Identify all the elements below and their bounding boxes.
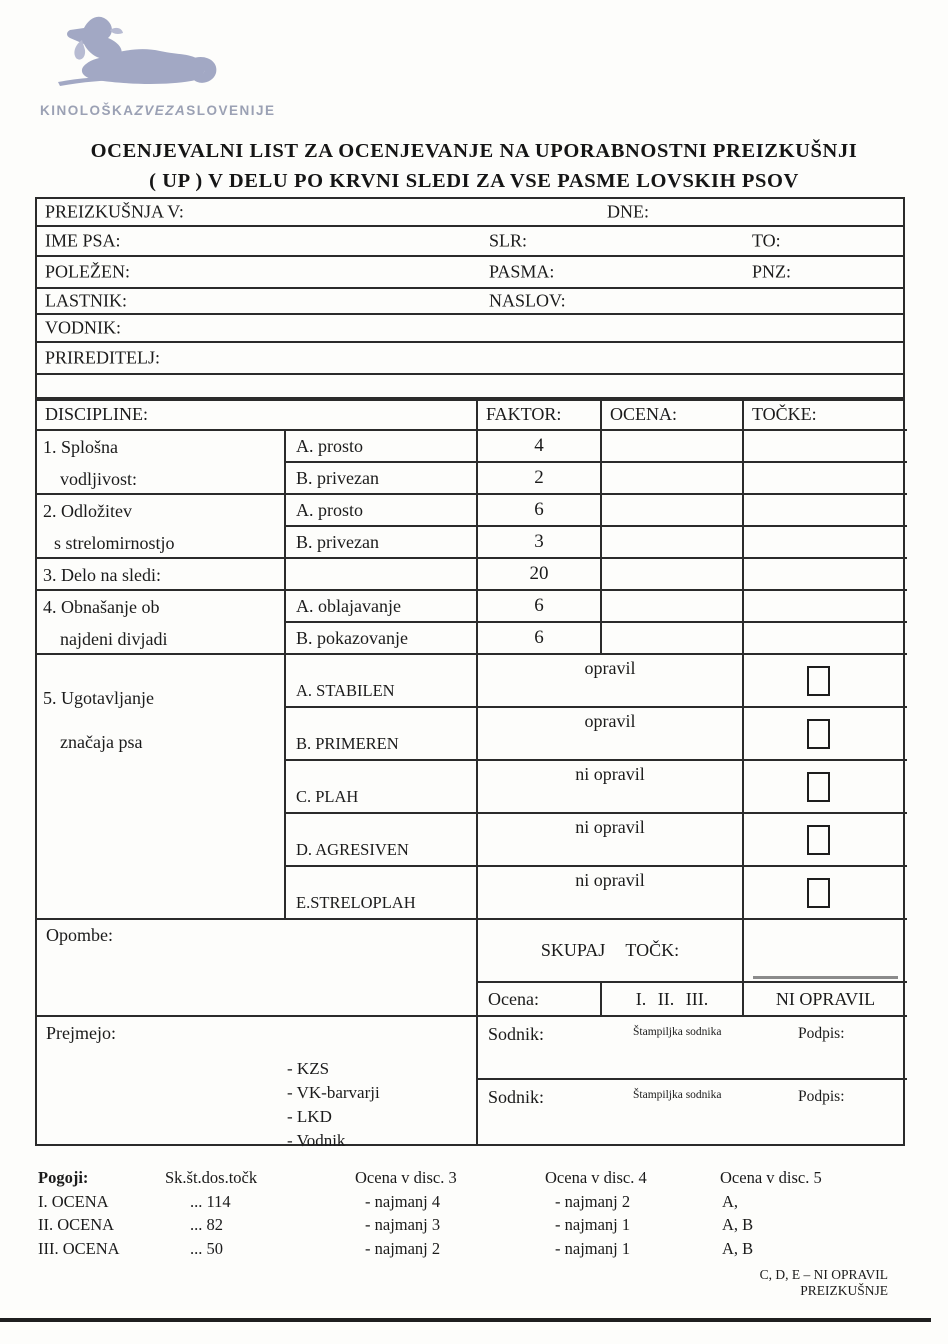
label-vodnik: VODNIK: xyxy=(45,317,121,338)
label-ime-psa: IME PSA: xyxy=(45,230,121,251)
discipline-1b-label: B. privezan xyxy=(284,461,476,493)
header-tocke: TOČKE: xyxy=(742,399,907,429)
tocke-cell[interactable] xyxy=(742,525,907,557)
discipline-1a-faktor: 4 xyxy=(476,429,600,461)
label-preizkusnja-v: PREIZKUŠNJA V: xyxy=(45,201,184,222)
conditions-cell: - najmanj 3 xyxy=(365,1215,441,1234)
conditions-note xyxy=(545,1267,908,1299)
character-b-checkbox-cell xyxy=(742,706,907,759)
conditions-cell: II. OCENA xyxy=(38,1215,115,1234)
character-c-label: C. PLAH xyxy=(284,759,476,812)
conditions-header-disc3: Ocena v disc. 3 xyxy=(355,1168,457,1187)
discipline-4a-faktor: 6 xyxy=(476,589,600,621)
page-bottom-divider xyxy=(0,1318,931,1322)
ocena-cell[interactable] xyxy=(600,525,742,557)
discipline-4-name: 4. Obnašanje ob najdeni divjadi xyxy=(37,589,284,653)
discipline-1-name: 1. Splošna vodljivost: xyxy=(37,429,284,493)
ocena-cell[interactable] xyxy=(600,493,742,525)
character-d-label: D. AGRESIVEN xyxy=(284,812,476,865)
tocke-cell[interactable] xyxy=(742,589,907,621)
ocena-cell[interactable] xyxy=(600,429,742,461)
grades-options: I. II. III. xyxy=(600,981,742,1015)
disciplines-table xyxy=(35,397,905,1150)
character-e-checkbox-cell xyxy=(742,865,907,918)
recipient-list xyxy=(287,1057,380,1153)
row-prireditelj xyxy=(37,341,903,373)
tocke-cell[interactable] xyxy=(742,557,907,589)
conditions-cell: ... 50 xyxy=(190,1238,223,1258)
row-empty-spacer xyxy=(37,373,903,399)
recipient-item: - Vodnik xyxy=(287,1131,346,1150)
label-ocena: Ocena: xyxy=(476,981,600,1015)
opombe-cell xyxy=(37,918,476,1015)
label-naslov: NASLOV: xyxy=(489,290,566,311)
conditions-cell: I. OCENA xyxy=(38,1191,109,1211)
ocena-cell[interactable] xyxy=(600,621,742,653)
row-lastnik xyxy=(37,287,903,313)
checkbox[interactable] xyxy=(807,825,830,855)
character-b-result: opravil xyxy=(476,706,742,759)
dog-silhouette-icon xyxy=(52,12,230,102)
label-slr: SLR: xyxy=(489,230,528,251)
checkbox[interactable] xyxy=(807,772,830,802)
conditions-table xyxy=(38,1166,908,1299)
form-title-line1: OCENJEVALNI LIST ZA OCENJEVANJE NA UPORABNOSTNI PREIZKUŠNJI xyxy=(90,140,858,162)
org-part-3: SLOVENIJE xyxy=(186,103,276,118)
row-vodnik xyxy=(37,313,903,341)
recipient-item: - KZS xyxy=(287,1059,330,1078)
org-part-2: ZVEZA xyxy=(134,103,187,118)
character-a-result: opravil xyxy=(476,653,742,706)
tocke-cell[interactable] xyxy=(742,621,907,653)
conditions-cell: A, B xyxy=(722,1238,754,1258)
character-c-checkbox-cell xyxy=(742,759,907,812)
character-a-label: A. STABILEN xyxy=(284,653,476,706)
recipient-item: - VK-barvarji xyxy=(287,1083,380,1102)
ocena-cell[interactable] xyxy=(600,557,742,589)
discipline-4b-label: B. pokazovanje xyxy=(284,621,476,653)
checkbox[interactable] xyxy=(807,719,830,749)
row-preizkusnja xyxy=(37,199,903,225)
conditions-cell: A, xyxy=(722,1191,739,1211)
label-polezen: POLEŽEN: xyxy=(45,261,130,282)
conditions-cell: - najmanj 1 xyxy=(555,1238,631,1258)
discipline-3-faktor: 20 xyxy=(476,557,600,589)
label-stamp: Štampiljka sodnika xyxy=(633,1026,722,1038)
label-skupaj-tock: SKUPAJ TOČK: xyxy=(476,918,742,981)
label-pasma: PASMA: xyxy=(489,261,555,282)
label-sodnik: Sodnik: xyxy=(488,1087,545,1107)
form-title xyxy=(0,136,948,196)
conditions-cell: - najmanj 2 xyxy=(555,1191,631,1211)
ni-opravil-option: NI OPRAVIL xyxy=(742,981,907,1015)
discipline-5-name: 5. Ugotavljanje značaja psa xyxy=(37,653,284,918)
form-title-line2: ( UP ) V DELU PO KRVNI SLEDI ZA VSE PASME LOVSKIH PSOV xyxy=(149,170,799,192)
conditions-cell: III. OCENA xyxy=(38,1238,120,1258)
ocena-cell[interactable] xyxy=(600,589,742,621)
conditions-header-points: Sk.št.dos.točk xyxy=(165,1168,258,1187)
recipient-item: - LKD xyxy=(287,1107,332,1126)
checkbox[interactable] xyxy=(807,878,830,908)
conditions-cell: ... 82 xyxy=(190,1215,223,1234)
prejmejo-cell xyxy=(37,1015,476,1150)
discipline-2b-faktor: 3 xyxy=(476,525,600,557)
character-e-label: E.STRELOPLAH xyxy=(284,865,476,918)
label-podpis: Podpis: xyxy=(798,1088,845,1105)
discipline-4b-faktor: 6 xyxy=(476,621,600,653)
header-faktor: FAKTOR: xyxy=(476,399,600,429)
tocke-cell[interactable] xyxy=(742,429,907,461)
label-prireditelj: PRIREDITELJ: xyxy=(45,347,160,368)
character-a-checkbox-cell xyxy=(742,653,907,706)
label-stamp: Štampiljka sodnika xyxy=(633,1089,722,1101)
label-dne: DNE: xyxy=(607,201,649,222)
character-d-checkbox-cell xyxy=(742,812,907,865)
row-polezen xyxy=(37,255,903,287)
label-lastnik: LASTNIK: xyxy=(45,290,127,311)
conditions-cell: - najmanj 1 xyxy=(555,1215,631,1234)
org-part-1: KINOLOŠKA xyxy=(40,103,135,118)
conditions-note-line1: C, D, E – NI OPRAVIL xyxy=(759,1267,888,1282)
label-prejmejo: Prejmejo: xyxy=(46,1023,116,1043)
conditions-note-line2: PREIZKUŠNJE xyxy=(800,1283,888,1298)
conditions-header-disc4: Ocena v disc. 4 xyxy=(545,1168,647,1187)
discipline-2-name: 2. Odložitev s strelomirnostjo xyxy=(37,493,284,557)
character-e-result: ni opravil xyxy=(476,865,742,918)
discipline-4a-label: A. oblajavanje xyxy=(284,589,476,621)
conditions-cell: - najmanj 4 xyxy=(365,1191,441,1211)
ocena-cell[interactable] xyxy=(600,461,742,493)
checkbox[interactable] xyxy=(807,666,830,696)
tocke-cell[interactable] xyxy=(742,461,907,493)
character-b-label: B. PRIMEREN xyxy=(284,706,476,759)
discipline-2a-faktor: 6 xyxy=(476,493,600,525)
dog-info-table xyxy=(35,197,905,401)
discipline-2b-label: B. privezan xyxy=(284,525,476,557)
conditions-header-pogoji: Pogoji: xyxy=(38,1168,89,1187)
organization-name xyxy=(40,103,276,118)
label-pnz: PNZ: xyxy=(752,261,792,282)
header-ocena: OCENA: xyxy=(600,399,742,429)
row-ime-psa xyxy=(37,225,903,255)
kzs-dog-logo-icon xyxy=(52,12,230,107)
label-to: TO: xyxy=(752,230,781,251)
label-podpis: Podpis: xyxy=(798,1025,845,1042)
tocke-cell[interactable] xyxy=(742,493,907,525)
discipline-1a-label: A. prosto xyxy=(284,429,476,461)
label-sodnik: Sodnik: xyxy=(488,1024,545,1044)
total-points-cell[interactable] xyxy=(742,918,907,981)
conditions-header-disc5: Ocena v disc. 5 xyxy=(720,1168,822,1187)
character-d-result: ni opravil xyxy=(476,812,742,865)
conditions-cell: - najmanj 2 xyxy=(365,1238,441,1258)
conditions-cell: ... 114 xyxy=(190,1191,231,1211)
character-c-result: ni opravil xyxy=(476,759,742,812)
discipline-3-sub-empty xyxy=(284,557,476,589)
discipline-3-name: 3. Delo na sledi: xyxy=(37,557,284,589)
judge-row-2 xyxy=(476,1078,907,1144)
discipline-1b-faktor: 2 xyxy=(476,461,600,493)
label-opombe: Opombe: xyxy=(46,925,113,945)
conditions-cell: A, B xyxy=(722,1215,754,1234)
header-discipline: DISCIPLINE: xyxy=(45,403,148,424)
discipline-2a-label: A. prosto xyxy=(284,493,476,525)
judge-row-1 xyxy=(476,1015,907,1078)
